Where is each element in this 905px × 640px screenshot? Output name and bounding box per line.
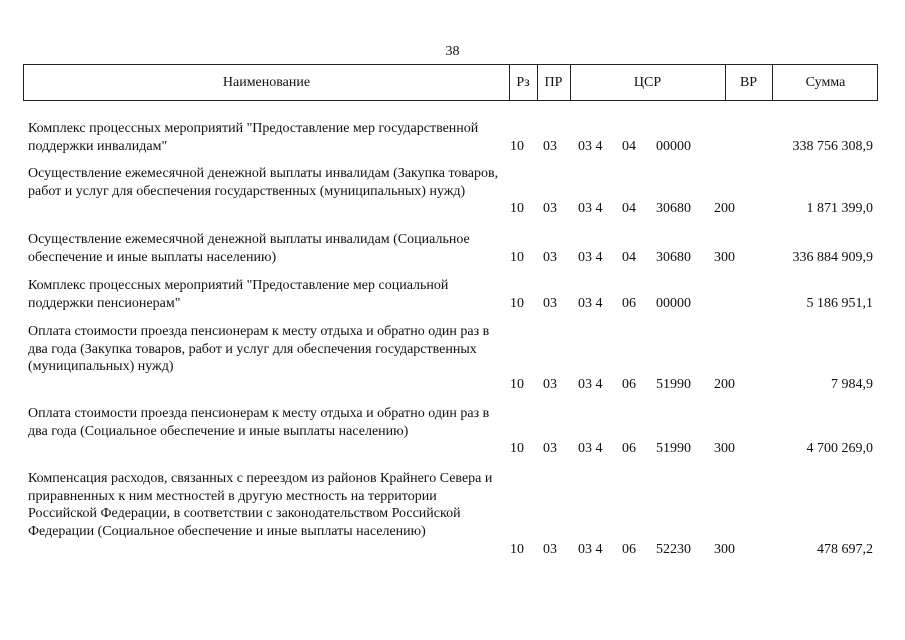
row-rz: 10: [510, 295, 524, 311]
row-csr-direction: 30680: [656, 249, 691, 265]
row-pr: 03: [543, 295, 557, 311]
row-sum: 4 700 269,0: [806, 440, 873, 456]
row-rz: 10: [510, 138, 524, 154]
row-csr-direction: 00000: [656, 295, 691, 311]
row-rz: 10: [510, 376, 524, 392]
row-csr-direction: 30680: [656, 200, 691, 216]
row-csr-program: 03 4: [578, 138, 603, 154]
row-csr-subprogram: 04: [622, 138, 636, 154]
page-number: 38: [445, 44, 460, 59]
row-name: Компенсация расходов, связанных с переездом из районов Крайнего Севера и приравненных к ним местностей в другую местность на территории Российской Федерации, в соответствии с законодательством Российской Федерации (Социальное обеспечение и иные выплаты населению): [28, 471, 493, 539]
row-name: Осуществление ежемесячной денежной выплаты инвалидам (Социальное обеспечение и иные выплаты населению): [28, 232, 470, 265]
row-pr: 03: [543, 200, 557, 216]
row-vr: 300: [714, 249, 735, 265]
row-csr-program: 03 4: [578, 440, 603, 456]
header-csr: ЦСР: [633, 75, 662, 90]
row-vr: 300: [714, 440, 735, 456]
row-pr: 03: [543, 138, 557, 154]
row-rz: 10: [510, 200, 524, 216]
row-rz: 10: [510, 249, 524, 265]
row-csr-direction: 52230: [656, 541, 691, 557]
table-row: [0, 165, 905, 217]
row-csr-direction: 51990: [656, 376, 691, 392]
row-csr-program: 03 4: [578, 200, 603, 216]
row-csr-subprogram: 06: [622, 376, 636, 392]
row-name: Оплата стоимости проезда пенсионерам к месту отдыха и обратно один раз в два года (Социальное обеспечение и иные выплаты населению): [28, 406, 490, 439]
row-pr: 03: [543, 541, 557, 557]
row-vr: 200: [714, 376, 735, 392]
row-csr-direction: 00000: [656, 138, 691, 154]
row-csr-subprogram: 04: [622, 200, 636, 216]
table-row: [0, 231, 905, 266]
table-header: [23, 64, 878, 101]
row-csr-program: 03 4: [578, 249, 603, 265]
row-csr-subprogram: 06: [622, 440, 636, 456]
row-vr: 300: [714, 541, 735, 557]
row-name: Комплекс процессных мероприятий "Предоставление мер государственной поддержки инвалидам": [28, 121, 479, 154]
table-row: [0, 323, 905, 393]
row-rz: 10: [510, 541, 524, 557]
table-row: [0, 277, 905, 312]
row-pr: 03: [543, 376, 557, 392]
row-name: Осуществление ежемесячной денежной выплаты инвалидам (Закупка товаров, работ и услуг для обеспечения государственных (муниципальных) нужд): [28, 166, 499, 199]
row-sum: 1 871 399,0: [806, 200, 873, 216]
row-csr-subprogram: 06: [622, 295, 636, 311]
row-pr: 03: [543, 440, 557, 456]
row-name: Оплата стоимости проезда пенсионерам к месту отдыха и обратно один раз в два года (Закупка товаров, работ и услуг для обеспечения государственных (муниципальных) нужд): [28, 324, 490, 374]
row-csr-program: 03 4: [578, 295, 603, 311]
header-name: Наименование: [222, 75, 311, 90]
header-vr: ВР: [739, 75, 758, 90]
row-sum: 478 697,2: [817, 541, 873, 557]
row-sum: 5 186 951,1: [806, 295, 873, 311]
row-csr-program: 03 4: [578, 541, 603, 557]
row-sum: 338 756 308,9: [792, 138, 873, 154]
row-csr-subprogram: 04: [622, 249, 636, 265]
row-pr: 03: [543, 249, 557, 265]
row-name: Комплекс процессных мероприятий "Предоставление мер социальной поддержки пенсионерам": [28, 278, 449, 311]
row-csr-program: 03 4: [578, 376, 603, 392]
row-rz: 10: [510, 440, 524, 456]
row-vr: 200: [714, 200, 735, 216]
table-row: [0, 405, 905, 457]
header-rz: Рз: [516, 75, 530, 90]
header-pr: ПР: [544, 75, 563, 90]
row-sum: 336 884 909,9: [792, 249, 873, 265]
row-sum: 7 984,9: [831, 376, 873, 392]
table-row: [0, 120, 905, 155]
row-csr-subprogram: 06: [622, 541, 636, 557]
table-row: [0, 470, 905, 558]
row-csr-direction: 51990: [656, 440, 691, 456]
header-sum: Сумма: [805, 75, 846, 90]
